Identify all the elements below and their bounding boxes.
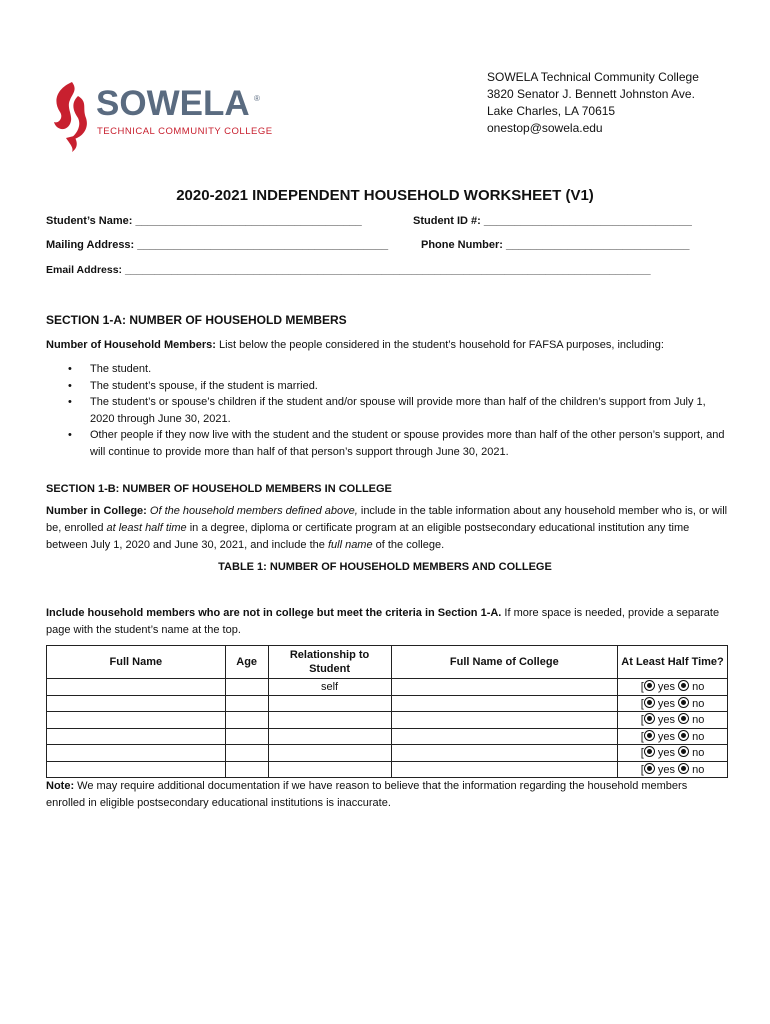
college-cell[interactable]: [391, 695, 618, 712]
list-item: • The student’s or spouse’s children if the student and/or spouse will provide more than half of the children’s support from July 1, 2020 through June 30, 2021.: [46, 394, 726, 427]
no-label: no: [692, 763, 705, 776]
list-item: • The student’s spouse, if the student is married.: [46, 378, 726, 395]
college-address: [487, 69, 699, 137]
intro-text: List below the people considered in the student’s household for FAFSA purposes, including:: [215, 339, 664, 351]
table-row: [47, 679, 728, 696]
yes-radio[interactable]: [644, 713, 655, 724]
yes-radio[interactable]: [644, 697, 655, 708]
paragraph-text: include in the table information about any household member who is, or will be, enrolled: [46, 505, 728, 534]
registered-mark: ®: [254, 94, 260, 103]
table-row: [47, 712, 728, 729]
yes-radio[interactable]: [644, 730, 655, 741]
italic-text: Of the household members defined above,: [146, 505, 358, 517]
italic-text: at least half time: [106, 522, 187, 534]
yes-radio[interactable]: [644, 746, 655, 757]
half-time-cell: [ yes no: [618, 728, 728, 745]
address-email[interactable]: onestop@sowela.edu: [487, 121, 603, 135]
email-field[interactable]: Email Address: __________________________________________________________________________________________: [46, 264, 651, 276]
full-name-cell[interactable]: [47, 712, 226, 729]
yes-label: yes: [657, 763, 675, 776]
household-college-table: [46, 645, 728, 778]
college-cell[interactable]: [391, 761, 618, 778]
phone-number-field[interactable]: Phone Number: ______________________________: [421, 239, 690, 251]
list-item: • Other people if they now live with the student and the student or spouse provides more than half of the other person’s support, and will continue to provide more than half of that person’s support through June 30, 2021.: [46, 427, 726, 460]
no-label: no: [692, 681, 705, 694]
age-cell[interactable]: [225, 712, 268, 729]
include-instructions: [46, 605, 726, 639]
yes-label: yes: [657, 747, 675, 760]
address-line: Lake Charles, LA 70615: [487, 104, 616, 118]
half-time-cell: [ yes no: [618, 712, 728, 729]
include-bold: Include household members who are not in college but meet the criteria in Section 1-A.: [46, 607, 502, 619]
no-label: no: [692, 747, 705, 760]
half-time-cell: [ yes no: [618, 761, 728, 778]
page-title: 2020-2021 INDEPENDENT HOUSEHOLD WORKSHEET (V1): [176, 187, 594, 204]
no-label: no: [692, 697, 705, 710]
age-cell[interactable]: [225, 745, 268, 762]
half-time-cell: [ yes no: [618, 695, 728, 712]
no-radio[interactable]: [678, 763, 689, 774]
no-label: no: [692, 730, 705, 743]
section-1a-heading: SECTION 1-A: NUMBER OF HOUSEHOLD MEMBERS: [46, 313, 347, 327]
col-header-age: Age: [225, 646, 268, 679]
col-header-half-time: At Least Half Time?: [618, 646, 728, 679]
italic-text: full name: [327, 539, 373, 551]
note-text: We may require additional documentation if we have reason to believe that the information regarding the household members enrolled in eligible postsecondary educational institutions is inaccurate.: [46, 780, 688, 809]
yes-radio[interactable]: [644, 763, 655, 774]
relationship-cell[interactable]: [268, 712, 391, 729]
table-title: TABLE 1: NUMBER OF HOUSEHOLD MEMBERS AND COLLEGE: [218, 561, 552, 573]
age-cell[interactable]: [225, 679, 268, 696]
flame-icon: [48, 78, 98, 152]
relationship-cell[interactable]: [268, 728, 391, 745]
paragraph-text: in a degree, diploma or certificate program at an eligible postsecondary educational institution any time between July 1, 2020 and June 30, 2021, and include the: [46, 522, 690, 551]
note-label: Note:: [46, 780, 75, 792]
col-header-college: Full Name of College: [391, 646, 618, 679]
age-cell[interactable]: [225, 728, 268, 745]
number-in-college-label: Number in College:: [46, 505, 147, 517]
full-name-cell[interactable]: [47, 745, 226, 762]
list-item: • The student.: [46, 361, 726, 378]
table-row: [47, 745, 728, 762]
yes-label: yes: [657, 697, 675, 710]
age-cell[interactable]: [225, 695, 268, 712]
table-header-row: [47, 646, 728, 679]
relationship-cell[interactable]: [268, 761, 391, 778]
note-paragraph: [46, 778, 726, 812]
yes-label: yes: [657, 730, 675, 743]
col-header-full-name: Full Name: [47, 646, 226, 679]
section-1b-heading: SECTION 1-B: NUMBER OF HOUSEHOLD MEMBERS IN COLLEGE: [46, 483, 392, 495]
yes-radio[interactable]: [644, 680, 655, 691]
college-cell[interactable]: [391, 712, 618, 729]
relationship-cell[interactable]: [268, 745, 391, 762]
full-name-cell[interactable]: [47, 761, 226, 778]
no-label: no: [692, 714, 705, 727]
yes-label: yes: [657, 681, 675, 694]
college-cell[interactable]: [391, 728, 618, 745]
paragraph-text: of the college.: [372, 539, 445, 551]
logo-wordmark: SOWELA: [96, 84, 250, 123]
no-radio[interactable]: [678, 680, 689, 691]
no-radio[interactable]: [678, 746, 689, 757]
full-name-cell[interactable]: [47, 695, 226, 712]
no-radio[interactable]: [678, 697, 689, 708]
col-header-relationship: Relationship to Student: [268, 646, 391, 679]
age-cell[interactable]: [225, 761, 268, 778]
yes-label: yes: [657, 714, 675, 727]
half-time-cell: [ yes no: [618, 679, 728, 696]
no-radio[interactable]: [678, 730, 689, 741]
table-row: [47, 695, 728, 712]
logo-subtitle: TECHNICAL COMMUNITY COLLEGE: [97, 126, 273, 137]
mailing-address-field[interactable]: Mailing Address: _________________________________________: [46, 239, 389, 251]
address-line: 3820 Senator J. Bennett Johnston Ave.: [487, 87, 695, 101]
address-line: SOWELA Technical Community College: [487, 70, 699, 84]
student-id-field[interactable]: Student ID #: __________________________________: [413, 215, 692, 227]
include-text: If more space is needed, provide a separate page with the student’s name at the top.: [46, 607, 720, 636]
table-row: [47, 728, 728, 745]
section-1b-paragraph: [46, 503, 732, 554]
relationship-cell[interactable]: [268, 695, 391, 712]
intro-label: Number of Household Members:: [46, 339, 216, 351]
section-1a-intro: [46, 337, 736, 354]
full-name-cell[interactable]: [47, 728, 226, 745]
student-name-field[interactable]: Student’s Name: _____________________________________: [46, 215, 362, 227]
table-row: [47, 761, 728, 778]
relationship-cell[interactable]: self: [268, 679, 391, 696]
half-time-cell: [ yes no: [618, 745, 728, 762]
college-cell[interactable]: [391, 679, 618, 696]
household-criteria-list: [46, 361, 726, 460]
no-radio[interactable]: [678, 713, 689, 724]
full-name-cell[interactable]: [47, 679, 226, 696]
college-cell[interactable]: [391, 745, 618, 762]
